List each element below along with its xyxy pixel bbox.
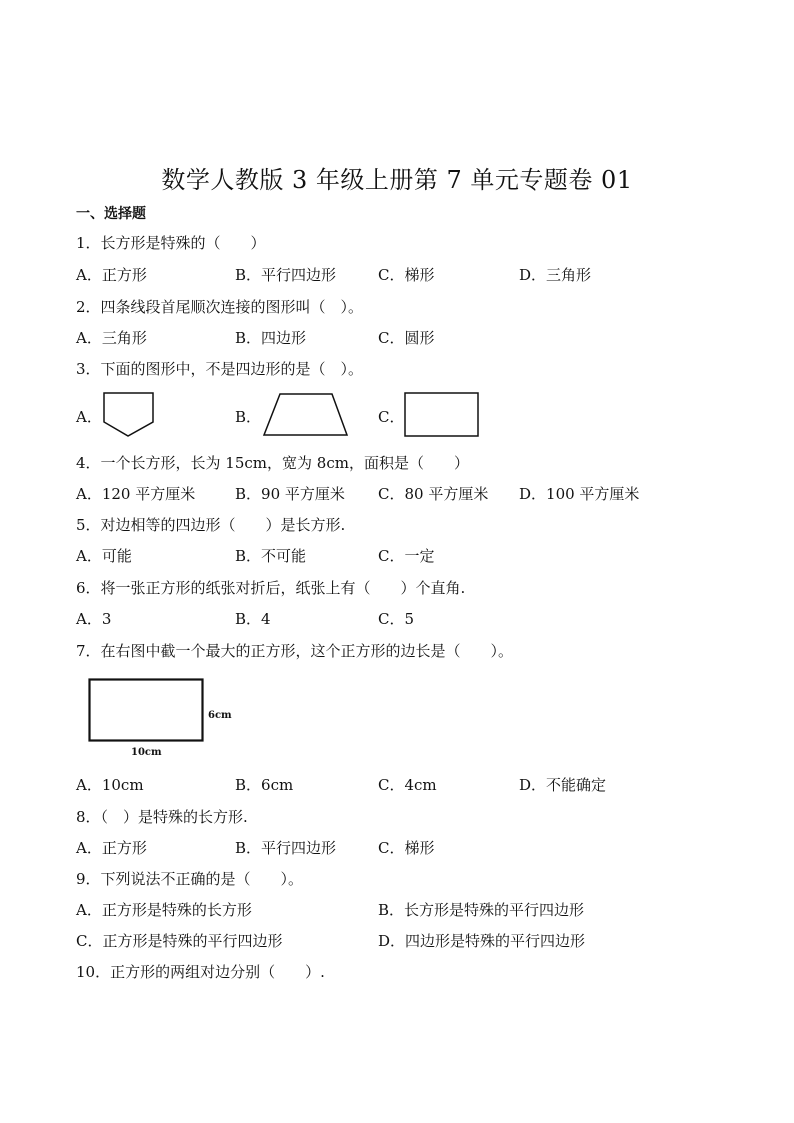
- question-3-option-c: C．: [378, 408, 405, 426]
- question-7-option-a: A．10cm: [76, 776, 144, 794]
- rectangle-shape: [404, 392, 480, 438]
- question-2-stem: 2．四条线段首尾顺次连接的图形叫（ ）。: [76, 298, 364, 316]
- question-9-option-d: D．四边形是特殊的平行四边形: [378, 932, 586, 950]
- question-3-option-b: B．: [235, 408, 262, 426]
- question-5-option-a: A．可能: [76, 547, 132, 565]
- question-6-option-a: A．3: [76, 610, 112, 628]
- question-4-option-a: A．120 平方厘米: [76, 485, 196, 503]
- figure-height-label: 6cm: [208, 710, 232, 721]
- question-9-option-a: A．正方形是特殊的长方形: [76, 901, 252, 919]
- question-7-stem: 7．在右图中截一个最大的正方形，这个正方形的边长是（ ）。: [76, 642, 514, 660]
- question-1-option-d: D．三角形: [519, 266, 592, 284]
- figure-width-label: 10cm: [131, 747, 162, 758]
- question-4-option-d: D．100 平方厘米: [519, 485, 640, 503]
- question-7-option-b: B．6cm: [235, 776, 294, 794]
- question-7-option-c: C．4cm: [378, 776, 437, 794]
- question-6-option-c: C．5: [378, 610, 415, 628]
- pentagon-shape: [103, 392, 155, 438]
- trapezoid-shape: [262, 392, 350, 438]
- page-title: 数学人教版 3 年级上册第 7 单元专题卷 01: [161, 166, 633, 194]
- question-10-stem: 10．正方形的两组对边分别（ ）.: [76, 963, 325, 981]
- question-1-option-b: B．平行四边形: [235, 266, 337, 284]
- question-8-option-a: A．正方形: [76, 839, 147, 857]
- question-3-stem: 3．下面的图形中，不是四边形的是（ ）。: [76, 360, 364, 378]
- question-9-stem: 9．下列说法不正确的是（ ）。: [76, 870, 304, 888]
- question-4-option-b: B．90 平方厘米: [235, 485, 345, 503]
- question-4-stem: 4．一个长方形，长为 15cm，宽为 8cm，面积是（ ）: [76, 454, 469, 472]
- question-2-option-b: B．四边形: [235, 329, 307, 347]
- question-5-option-c: C．一定: [378, 547, 435, 565]
- question-4-option-c: C．80 平方厘米: [378, 485, 489, 503]
- question-5-option-b: B．不可能: [235, 547, 307, 565]
- question-9-option-c: C．正方形是特殊的平行四边形: [76, 932, 283, 950]
- rectangle-figure: [88, 678, 206, 744]
- question-2-option-a: A．三角形: [76, 329, 147, 347]
- question-6-stem: 6．将一张正方形的纸张对折后，纸张上有（ ）个直角.: [76, 579, 466, 597]
- question-8-option-b: B．平行四边形: [235, 839, 337, 857]
- question-8-option-c: C．梯形: [378, 839, 435, 857]
- section-heading: 一、选择题: [76, 206, 146, 222]
- question-8-stem: 8．（ ）是特殊的长方形.: [76, 808, 248, 826]
- question-2-option-c: C．圆形: [378, 329, 435, 347]
- question-9-option-b: B．长方形是特殊的平行四边形: [378, 901, 585, 919]
- question-1-option-a: A．正方形: [76, 266, 147, 284]
- question-1-option-c: C．梯形: [378, 266, 435, 284]
- question-6-option-b: B．4: [235, 610, 271, 628]
- question-3-option-a: A．: [76, 408, 102, 426]
- question-5-stem: 5．对边相等的四边形（ ）是长方形.: [76, 516, 346, 534]
- question-7-option-d: D．不能确定: [519, 776, 607, 794]
- question-1-stem: 1．长方形是特殊的（ ）: [76, 234, 266, 252]
